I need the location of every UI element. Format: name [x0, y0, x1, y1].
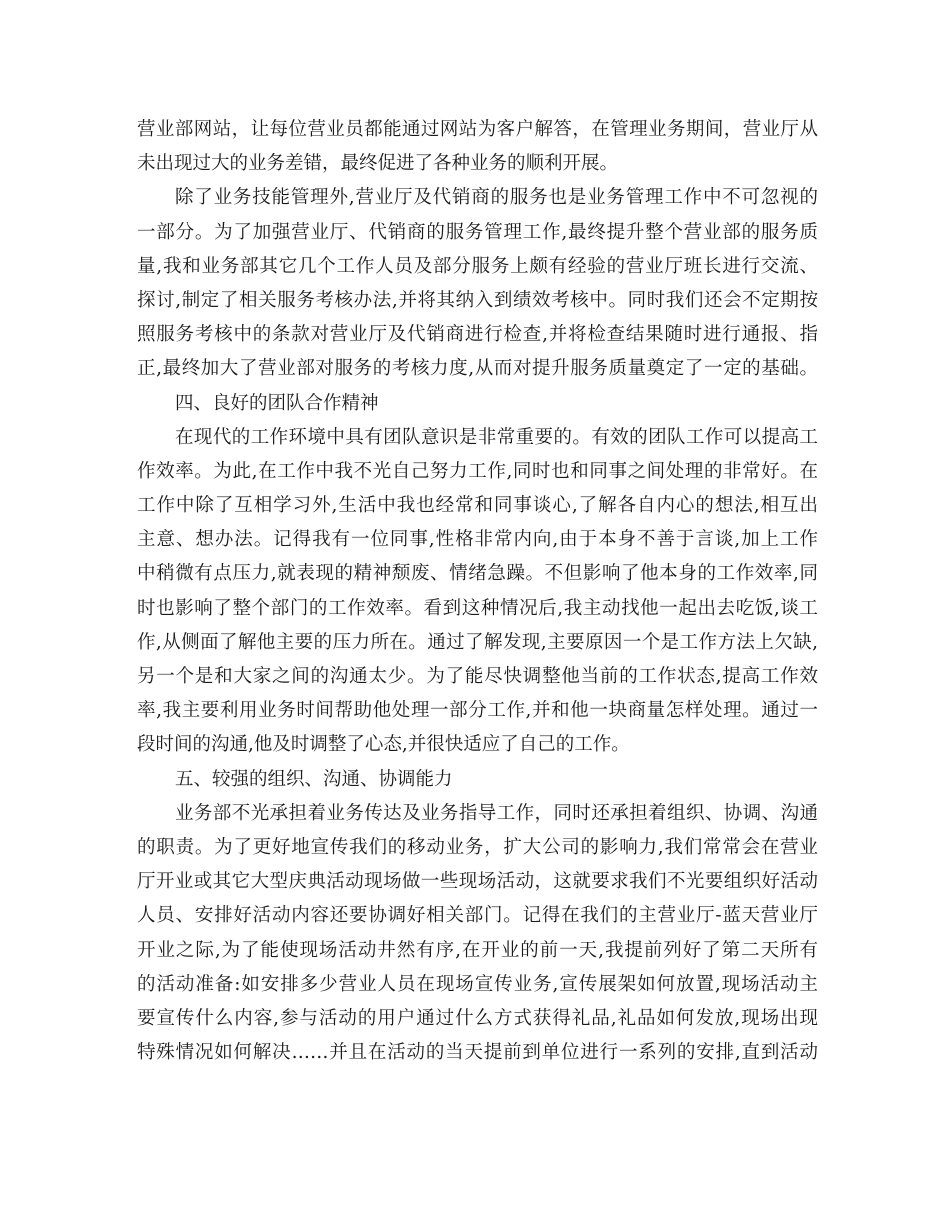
paragraph-line: 特殊情况如何解决……并且在活动的当天提前到单位进行一系列的安排,直到活动 — [137, 1042, 818, 1064]
paragraph-line: 主意、想办法。记得我有一位同事,性格非常内向,由于本身不善于言谈,加上工作 — [137, 529, 818, 551]
paragraph-line: 营业部网站，让每位营业员都能通过网站为客户解答，在管理业务期间，营业厅从 — [137, 119, 818, 140]
paragraph-line: 照服务考核中的条款对营业厅及代销商进行检查,并将检查结果随时进行通报、指 — [137, 324, 818, 346]
paragraph-line: 段时间的沟通,他及时调整了心态,并很快适应了自己的工作。 — [137, 734, 630, 756]
section-heading: 五、较强的组织、沟通、协调能力 — [175, 768, 453, 790]
paragraph-line: 率,我主要利用业务时间帮助他处理一部分工作,并和他一块商量怎样处理。通过一 — [137, 700, 818, 722]
paragraph-line: 一部分。为了加强营业厅、代销商的服务管理工作,最终提升整个营业部的服务质 — [137, 221, 818, 243]
paragraph-line: 业务部不光承担着业务传达及业务指导工作，同时还承担着组织、协调、沟通 — [175, 802, 818, 824]
paragraph-line: 作效率。为此,在工作中我不光自己努力工作,同时也和同事之间处理的非常好。在 — [137, 460, 818, 482]
paragraph-line: 作,从侧面了解他主要的压力所在。通过了解发现,主要原因一个是工作方法上欠缺, — [137, 631, 818, 653]
section-heading: 四、良好的团队合作精神 — [175, 392, 379, 414]
paragraph-line: 开业之际,为了能使现场活动井然有序,在开业的前一天,我提前列好了第二天所有 — [137, 939, 818, 961]
paragraph-line: 要宣传什么内容,参与活动的用户通过什么方式获得礼品,礼品如何发放,现场出现 — [137, 1007, 818, 1029]
paragraph-line: 在现代的工作环境中具有团队意识是非常重要的。有效的团队工作可以提高工 — [175, 426, 818, 448]
paragraph-line: 探讨,制定了相关服务考核办法,并将其纳入到绩效考核中。同时我们还会不定期按 — [137, 289, 818, 311]
paragraph-line: 的活动准备:如安排多少营业人员在现场宣传业务,宣传展架如何放置,现场活动主 — [137, 973, 818, 995]
paragraph-line: 的职责。为了更好地宣传我们的移动业务，扩大公司的影响力,我们常常会在营业 — [137, 836, 818, 858]
paragraph-line: 厅开业或其它大型庆典活动现场做一些现场活动，这就要求我们不光要组织好活动 — [137, 871, 818, 893]
paragraph-line: 工作中除了互相学习外,生活中我也经常和同事谈心,了解各自内心的想法,相互出 — [137, 495, 818, 517]
paragraph-line: 中稍微有点压力,就表现的精神颓废、情绪急躁。不但影响了他本身的工作效率,同 — [137, 563, 818, 585]
paragraph-line: 时也影响了整个部门的工作效率。看到这种情况后,我主动找他一起出去吃饭,谈工 — [137, 597, 818, 619]
paragraph-line: 人员、安排好活动内容还要协调好相关部门。记得在我们的主营业厅-蓝天营业厅 — [137, 905, 818, 927]
document-body — [137, 113, 818, 1070]
paragraph-line: 正,最终加大了营业部对服务的考核力度,从而对提升服务质量奠定了一定的基础。 — [137, 358, 818, 380]
paragraph-line: 除了业务技能管理外,营业厅及代销商的服务也是业务管理工作中不可忽视的 — [175, 187, 818, 209]
paragraph-line: 量,我和业务部其它几个工作人员及部分服务上颇有经验的营业厅班长进行交流、 — [137, 255, 818, 277]
paragraph-line: 另一个是和大家之间的沟通太少。为了能尽快调整他当前的工作状态,提高工作效 — [137, 666, 818, 687]
paragraph-line: 未出现过大的业务差错，最终促进了各种业务的顺利开展。 — [137, 153, 619, 175]
